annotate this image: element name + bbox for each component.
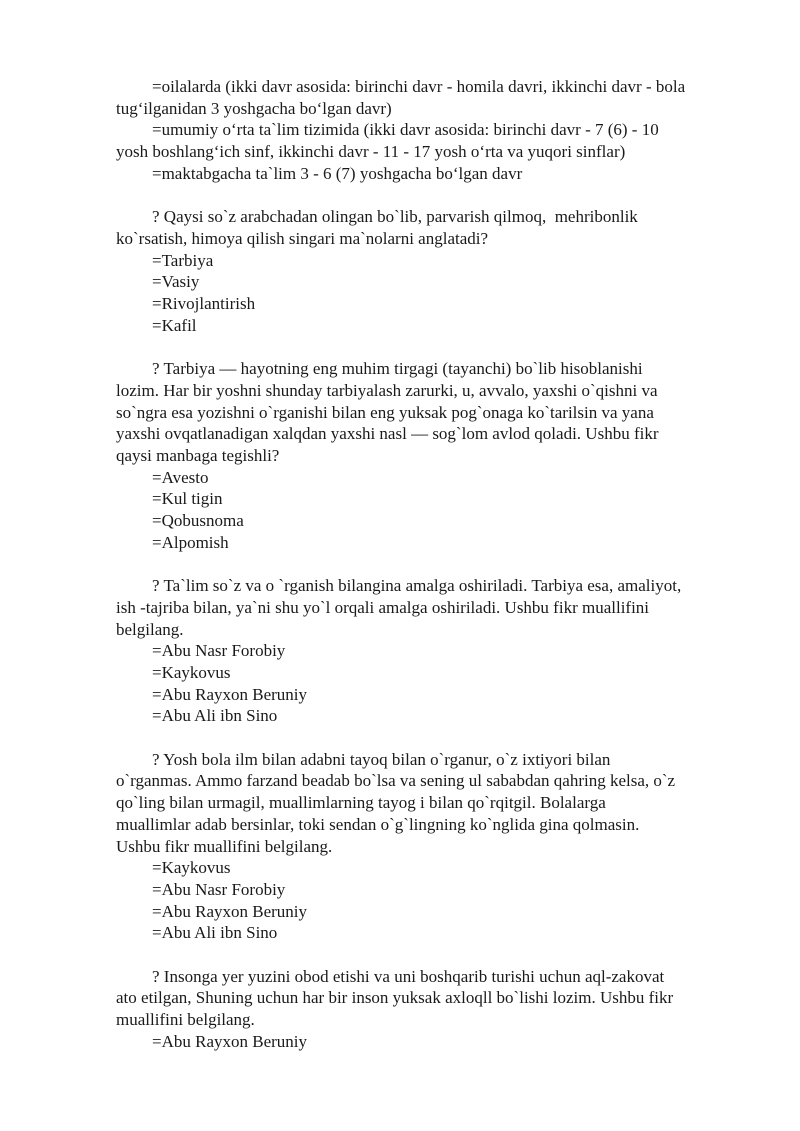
option-line-continued: yosh boshlang‘ich sinf, ikkinchi davr - 11 - 17 yosh o‘rta va yuqori sinflar) — [116, 142, 626, 162]
question-text: so`ngra esa yozishni o`rganishi bilan eng yuksak pog`onaga ko`tarilsin va yana — [116, 402, 654, 422]
answer-option: =Abu Nasr Forobiy — [152, 641, 286, 661]
answer-option: =Qobusnoma — [152, 511, 244, 531]
answer-option: =Alpomish — [152, 532, 229, 552]
question-text: yaxshi ovqatlanadigan xalqdan yaxshi nasl — sog`lom avlod qoladi. Ushbu fikr — [116, 424, 659, 444]
answer-option: =Abu Ali ibn Sino — [152, 706, 278, 726]
question-text: ? Tarbiya — hayotning eng muhim tirgagi (tayanchi) bo`lib hisoblanishi — [152, 359, 643, 379]
question-text: Ushbu fikr muallifini belgilang. — [116, 836, 333, 856]
question-text: ? Qaysi so`z arabchadan olingan bo`lib, parvarish qilmoq, mehribonlik — [152, 207, 638, 227]
question-text: ? Ta`lim so`z va o `rganish bilangina amalga oshiriladi. Tarbiya esa, amaliyot, — [152, 576, 682, 596]
question-block — [116, 966, 748, 1053]
question-text: ? Yosh bola ilm bilan adabni tayoq bilan o`rganur, o`z ixtiyori bilan — [152, 749, 611, 769]
answer-option: =Abu Nasr Forobiy — [152, 879, 286, 899]
answer-option: =Tarbiya — [152, 250, 214, 270]
question-block — [116, 575, 748, 727]
question-text: qaysi manbaga tegishli? — [116, 445, 280, 465]
answer-option: =Abu Ali ibn Sino — [152, 923, 278, 943]
option-line: =oilalarda (ikki davr asosida: birinchi davr - homila davri, ikkinchi davr - bola — [152, 77, 686, 96]
question-block — [116, 749, 748, 944]
answer-option: =Kaykovus — [152, 858, 231, 878]
spacer — [116, 185, 748, 207]
option-line: =umumiy o‘rta ta`lim tizimida (ikki davr asosida: birinchi davr - 7 (6) - 10 — [152, 120, 659, 140]
question-text: ko`rsatish, himoya qilish singari ma`nolarni anglatadi? — [116, 228, 489, 248]
option-line: =maktabgacha ta`lim 3 - 6 (7) yoshgacha bo‘lgan davr — [152, 163, 523, 183]
question-text: o`rganmas. Ammo farzand beadab bo`lsa va sening ul sababdan qahring kelsa, o`z — [116, 771, 676, 791]
answer-option: =Rivojlantirish — [152, 294, 256, 314]
question-block — [116, 358, 748, 553]
question-text: lozim. Har bir yoshni shunday tarbiyalash zarurki, u, avvalo, yaxshi o`qishni va — [116, 380, 658, 400]
question-text: belgilang. — [116, 619, 184, 639]
answer-option: =Kaykovus — [152, 662, 231, 682]
question-text: ? Insonga yer yuzini obod etishi va uni boshqarib turishi uchun aql-zakovat — [152, 966, 665, 986]
answer-option: =Kul tigin — [152, 489, 223, 509]
answer-option: =Kafil — [152, 315, 197, 335]
spacer — [116, 944, 748, 966]
question-text: ish -tajriba bilan, ya`ni shu yo`l orqali amalga oshiriladi. Ushbu fikr muallifini — [116, 597, 650, 617]
intro-options — [116, 76, 748, 185]
answer-option: =Vasiy — [152, 272, 200, 292]
question-text: muallimlar adab bersinlar, toki sendan o`g`lingning ko`nglida gina qolmasin. — [116, 814, 640, 834]
option-line-continued: tug‘ilganidan 3 yoshgacha bo‘lgan davr) — [116, 98, 392, 118]
question-text: muallifini belgilang. — [116, 1010, 255, 1030]
answer-option: =Abu Rayxon Beruniy — [152, 1031, 308, 1051]
answer-option: =Avesto — [152, 467, 209, 487]
answer-option: =Abu Rayxon Beruniy — [152, 684, 308, 704]
spacer — [116, 336, 748, 358]
question-text: qo`ling bilan urmagil, muallimlarning tayog i bilan qo`rqitgil. Bolalarga — [116, 793, 606, 813]
answer-option: =Abu Rayxon Beruniy — [152, 901, 308, 921]
question-text: ato etilgan, Shuning uchun har bir inson yuksak axloqll bo`lishi lozim. Ushbu fikr — [116, 988, 674, 1008]
question-block — [116, 206, 748, 336]
spacer — [116, 727, 748, 749]
document-page — [116, 76, 748, 1053]
spacer — [116, 553, 748, 575]
